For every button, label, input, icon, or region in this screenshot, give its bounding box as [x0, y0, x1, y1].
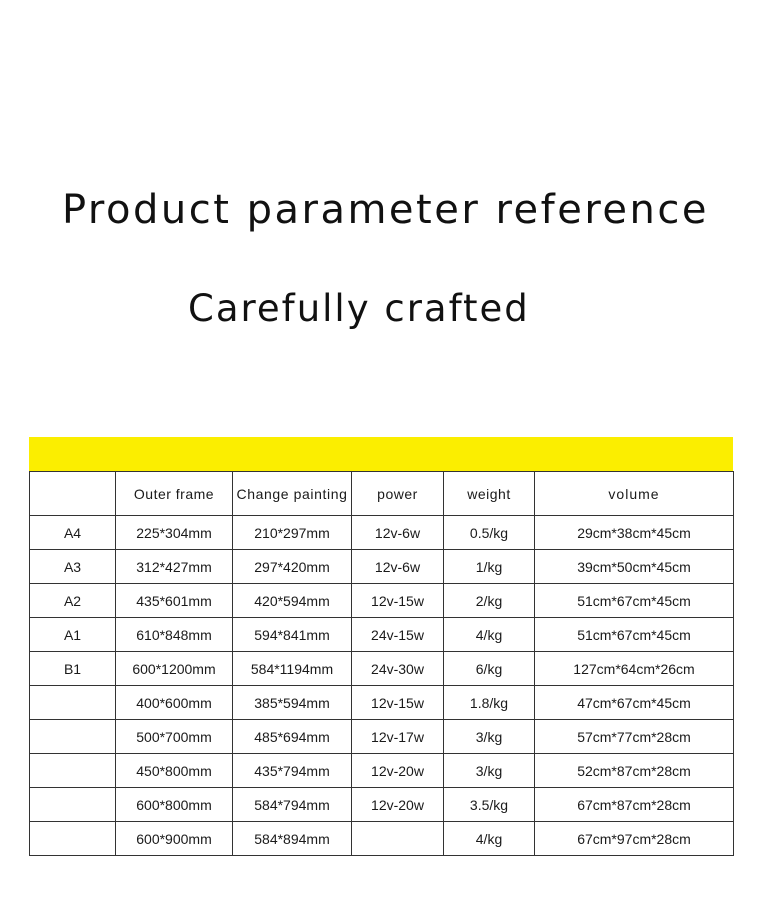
- header-color-band: [29, 437, 733, 471]
- column-header-outer-frame: Outer frame: [116, 472, 233, 516]
- table-row: [30, 550, 734, 584]
- cell-outer-frame: 600*1200mm: [116, 652, 233, 686]
- table-row: [30, 754, 734, 788]
- page-subtitle: Carefully crafted: [188, 287, 530, 330]
- cell-model: A3: [30, 550, 116, 584]
- cell-outer-frame: 450*800mm: [116, 754, 233, 788]
- cell-weight: 1.8/kg: [444, 686, 535, 720]
- cell-weight: 3.5/kg: [444, 788, 535, 822]
- cell-power: 12v-20w: [352, 788, 444, 822]
- cell-change-painting: 420*594mm: [233, 584, 352, 618]
- cell-change-painting: 435*794mm: [233, 754, 352, 788]
- page-title: Product parameter reference: [62, 187, 709, 233]
- cell-model: [30, 788, 116, 822]
- cell-model: A4: [30, 516, 116, 550]
- cell-power: 24v-30w: [352, 652, 444, 686]
- cell-model: [30, 822, 116, 856]
- cell-outer-frame: 610*848mm: [116, 618, 233, 652]
- cell-outer-frame: 312*427mm: [116, 550, 233, 584]
- cell-power: 12v-6w: [352, 516, 444, 550]
- cell-volume: 67cm*97cm*28cm: [535, 822, 734, 856]
- column-header-volume: volume: [535, 472, 734, 516]
- cell-power: 12v-20w: [352, 754, 444, 788]
- cell-power: [352, 822, 444, 856]
- cell-model: [30, 720, 116, 754]
- cell-volume: 52cm*87cm*28cm: [535, 754, 734, 788]
- cell-change-painting: 385*594mm: [233, 686, 352, 720]
- cell-weight: 6/kg: [444, 652, 535, 686]
- column-header-power: power: [352, 472, 444, 516]
- cell-model: [30, 754, 116, 788]
- cell-volume: 67cm*87cm*28cm: [535, 788, 734, 822]
- cell-power: 12v-17w: [352, 720, 444, 754]
- cell-change-painting: 210*297mm: [233, 516, 352, 550]
- cell-outer-frame: 400*600mm: [116, 686, 233, 720]
- cell-weight: 3/kg: [444, 720, 535, 754]
- cell-outer-frame: 500*700mm: [116, 720, 233, 754]
- cell-volume: 39cm*50cm*45cm: [535, 550, 734, 584]
- cell-volume: 47cm*67cm*45cm: [535, 686, 734, 720]
- table-row: [30, 618, 734, 652]
- cell-model: [30, 686, 116, 720]
- table-row: [30, 788, 734, 822]
- column-header-model: [30, 472, 116, 516]
- cell-change-painting: 584*894mm: [233, 822, 352, 856]
- cell-change-painting: 594*841mm: [233, 618, 352, 652]
- table-row: [30, 822, 734, 856]
- cell-model: A2: [30, 584, 116, 618]
- cell-outer-frame: 600*800mm: [116, 788, 233, 822]
- cell-power: 12v-15w: [352, 686, 444, 720]
- table-row: [30, 584, 734, 618]
- cell-outer-frame: 435*601mm: [116, 584, 233, 618]
- cell-change-painting: 485*694mm: [233, 720, 352, 754]
- cell-power: 12v-6w: [352, 550, 444, 584]
- table-row: [30, 652, 734, 686]
- cell-weight: 2/kg: [444, 584, 535, 618]
- table-row: [30, 516, 734, 550]
- cell-outer-frame: 225*304mm: [116, 516, 233, 550]
- column-header-weight: weight: [444, 472, 535, 516]
- cell-weight: 1/kg: [444, 550, 535, 584]
- parameter-table: [29, 471, 734, 856]
- cell-power: 12v-15w: [352, 584, 444, 618]
- cell-weight: 4/kg: [444, 618, 535, 652]
- cell-weight: 0.5/kg: [444, 516, 535, 550]
- table-header-row: [30, 472, 734, 516]
- column-header-change-painting: Change painting: [233, 472, 352, 516]
- cell-change-painting: 584*794mm: [233, 788, 352, 822]
- cell-volume: 127cm*64cm*26cm: [535, 652, 734, 686]
- cell-model: A1: [30, 618, 116, 652]
- cell-weight: 4/kg: [444, 822, 535, 856]
- cell-volume: 51cm*67cm*45cm: [535, 584, 734, 618]
- cell-volume: 57cm*77cm*28cm: [535, 720, 734, 754]
- cell-outer-frame: 600*900mm: [116, 822, 233, 856]
- cell-weight: 3/kg: [444, 754, 535, 788]
- cell-change-painting: 584*1194mm: [233, 652, 352, 686]
- cell-model: B1: [30, 652, 116, 686]
- cell-change-painting: 297*420mm: [233, 550, 352, 584]
- cell-power: 24v-15w: [352, 618, 444, 652]
- cell-volume: 51cm*67cm*45cm: [535, 618, 734, 652]
- table-row: [30, 686, 734, 720]
- table-row: [30, 720, 734, 754]
- cell-volume: 29cm*38cm*45cm: [535, 516, 734, 550]
